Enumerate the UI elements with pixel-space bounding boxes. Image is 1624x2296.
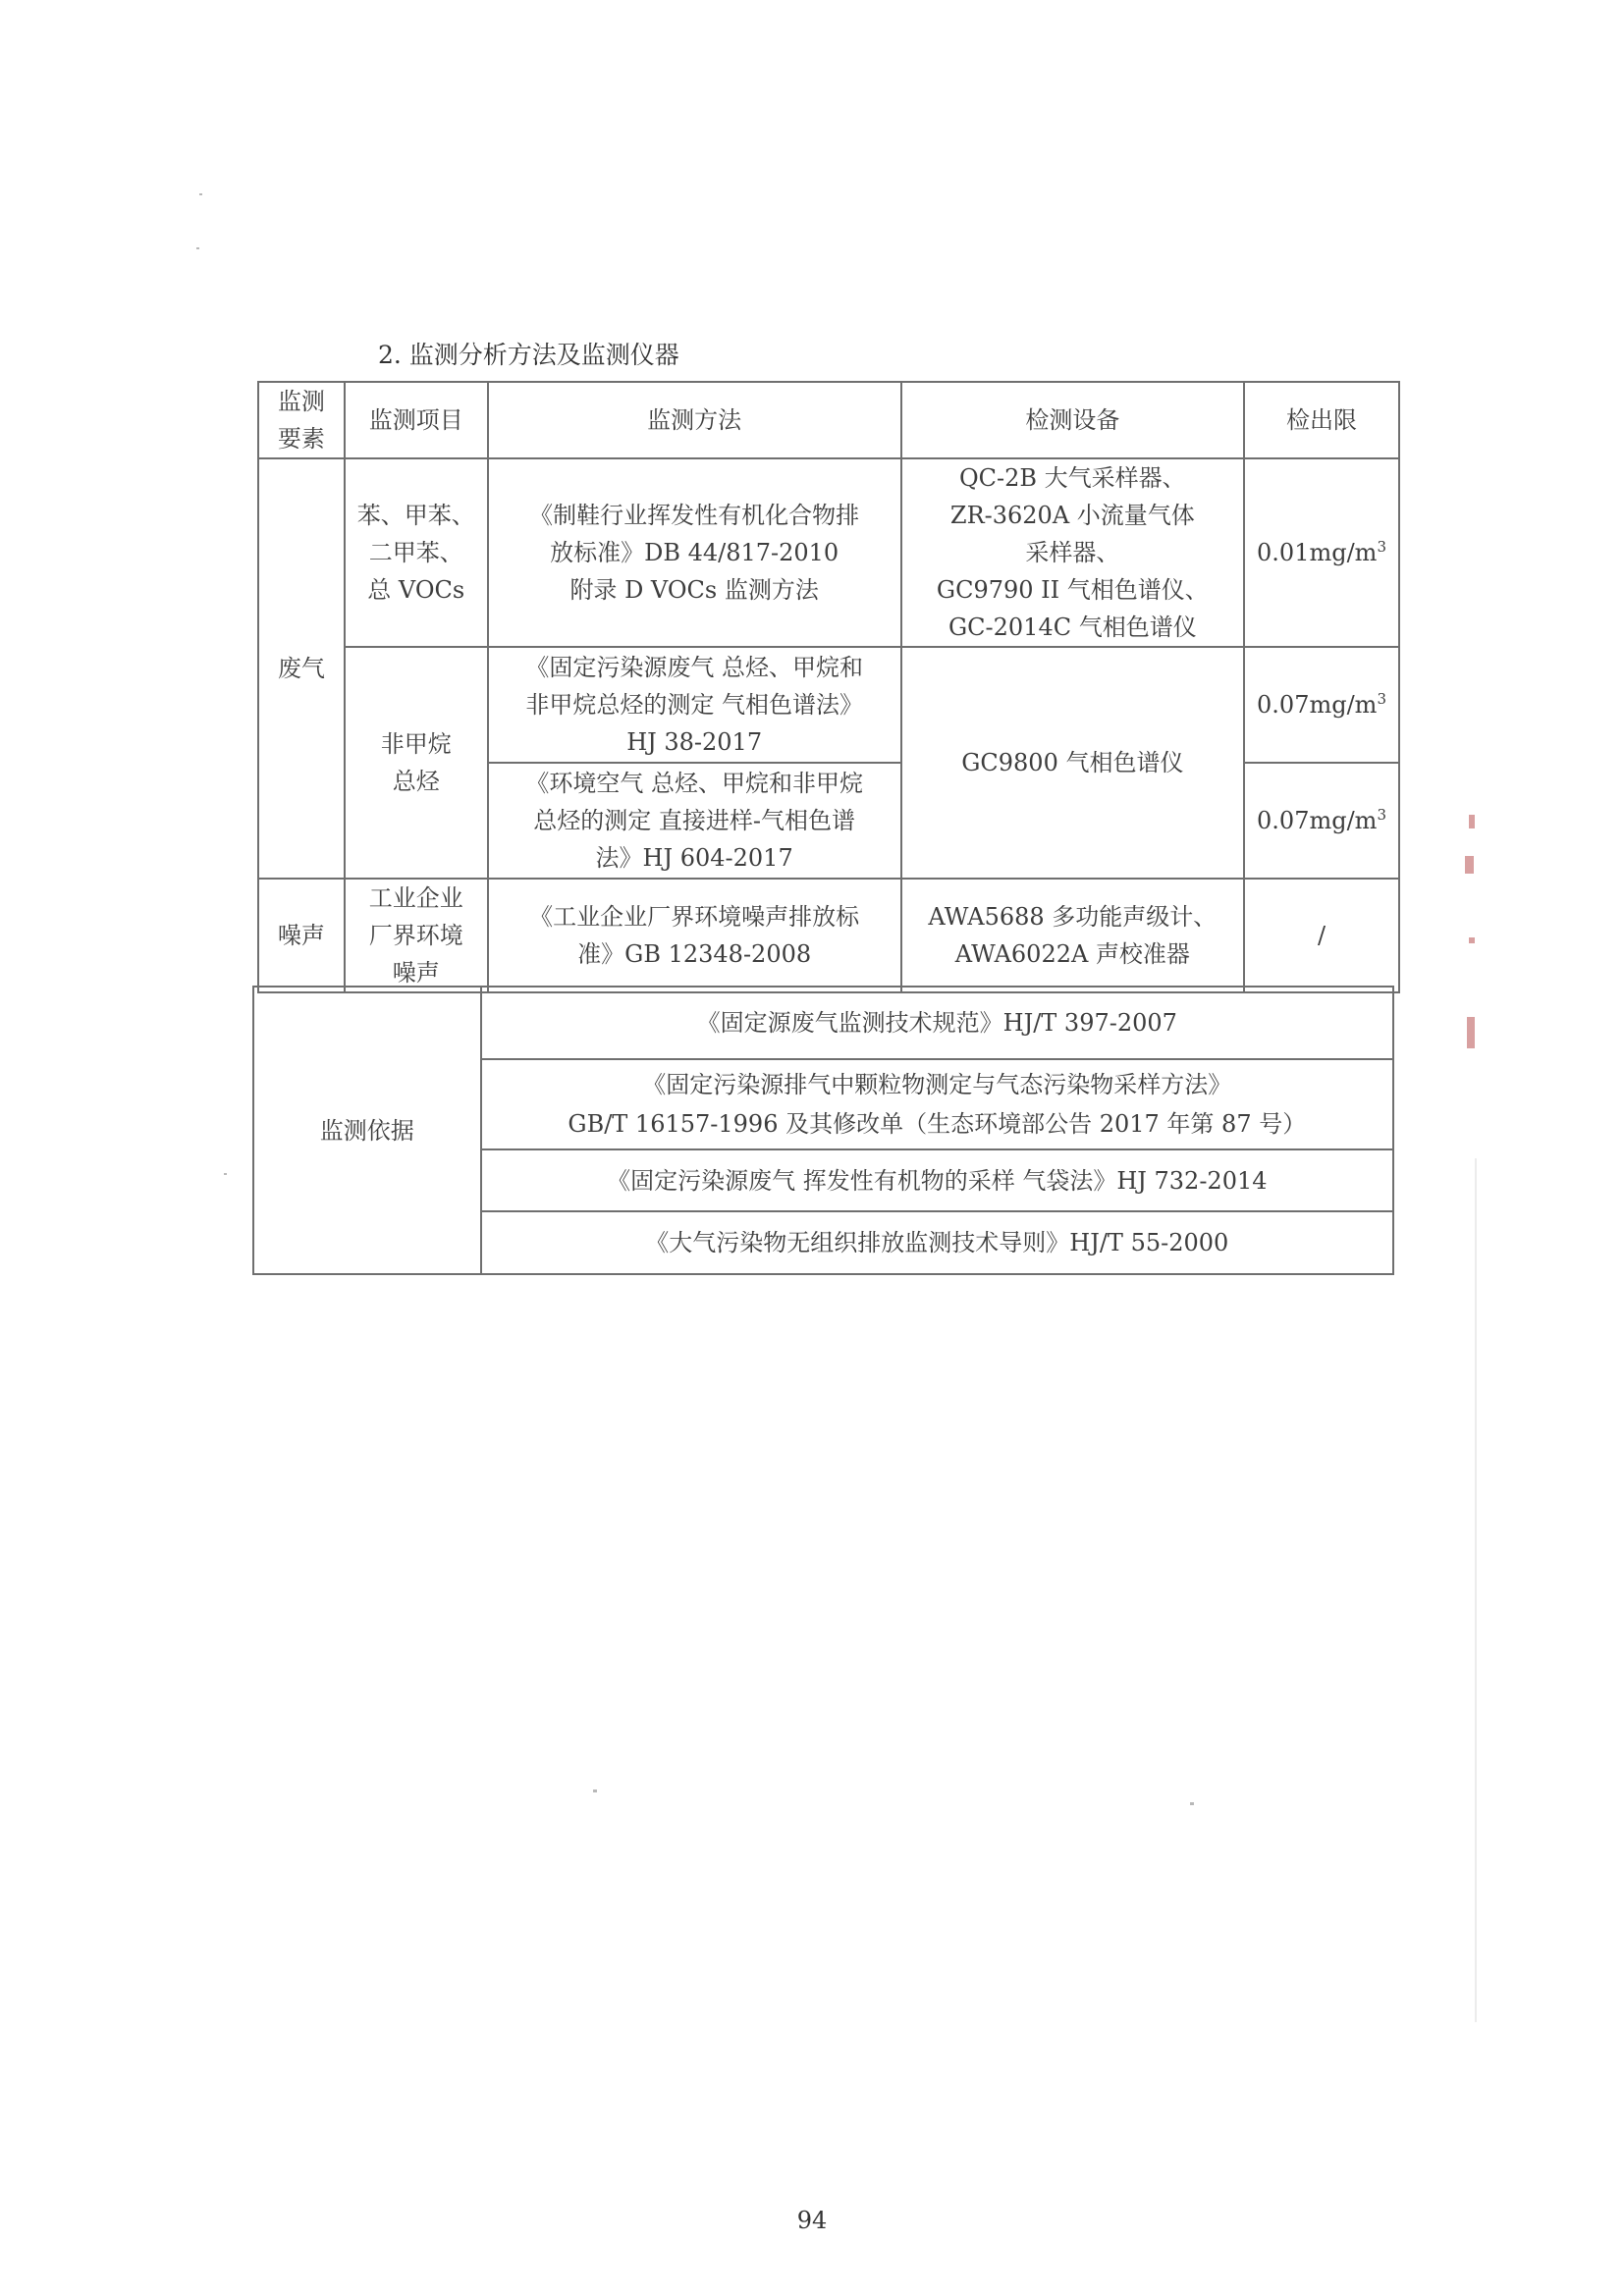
method-gb12348: 《工业企业厂界环境噪声排放标 准》GB 12348-2008 bbox=[488, 879, 901, 992]
stamp-bleed-mark bbox=[1469, 815, 1475, 828]
equipment-nmhc: GC9800 气相色谱仪 bbox=[901, 647, 1244, 879]
scan-speck bbox=[196, 247, 199, 249]
method-hj38: 《固定污染源废气 总烃、甲烷和 非甲烷总烃的测定 气相色谱法》 HJ 38-2017 bbox=[488, 647, 901, 763]
scan-edge-line bbox=[1475, 1158, 1477, 2022]
method-db44-817: 《制鞋行业挥发性有机化合物排 放标准》DB 44/817-2010 附录 D VOCs 监测方法 bbox=[488, 458, 901, 647]
table-row bbox=[258, 879, 1399, 992]
limit-nmhc-1: $0.07mg/m^3$ bbox=[1244, 647, 1399, 763]
equipment-benzene: QC-2B 大气采样器、 ZR-3620A 小流量气体 采样器、 GC9790 II 气相色谱仪、 GC-2014C 气相色谱仪 bbox=[901, 458, 1244, 647]
stamp-bleed-mark bbox=[1465, 856, 1474, 874]
basis-item: 《大气污染物无组织排放监测技术导则》HJ/T 55-2000 bbox=[481, 1211, 1393, 1274]
item-benzene: 苯、甲苯、 二甲苯、 总 VOCs bbox=[345, 458, 488, 647]
basis-label: 监测依据 bbox=[253, 987, 481, 1274]
limit-benzene: $0.01mg/m^3$ bbox=[1244, 458, 1399, 647]
item-nmhc: 非甲烷 总烃 bbox=[345, 647, 488, 879]
scan-speck bbox=[199, 193, 202, 195]
basis-item: 《固定污染源排气中颗粒物测定与气态污染物采样方法》 GB/T 16157-1996 及其修改单（生态环境部公告 2017 年第 87 号） bbox=[481, 1059, 1393, 1149]
scan-speck bbox=[593, 1789, 597, 1792]
scan-speck bbox=[224, 1173, 227, 1175]
equipment-noise: AWA5688 多功能声级计、 AWA6022A 声校准器 bbox=[901, 879, 1244, 992]
header-item: 监测项目 bbox=[345, 382, 488, 458]
basis-item: 《固定源废气监测技术规范》HJ/T 397-2007 bbox=[481, 987, 1393, 1059]
monitoring-basis-table bbox=[252, 986, 1394, 1275]
basis-item: 《固定污染源废气 挥发性有机物的采样 气袋法》HJ 732-2014 bbox=[481, 1149, 1393, 1211]
basis-row bbox=[253, 987, 1393, 1059]
table-row bbox=[258, 647, 1399, 763]
element-waste-gas: 废气 bbox=[258, 458, 345, 879]
header-equipment: 检测设备 bbox=[901, 382, 1244, 458]
method-hj604: 《环境空气 总烃、甲烷和非甲烷 总烃的测定 直接进样-气相色谱 法》HJ 604-2017 bbox=[488, 763, 901, 879]
table-header-row bbox=[258, 382, 1399, 458]
item-noise: 工业企业 厂界环境 噪声 bbox=[345, 879, 488, 992]
stamp-bleed-mark bbox=[1469, 937, 1475, 943]
page-number: 94 bbox=[796, 2207, 828, 2234]
limit-nmhc-2: $0.07mg/m^3$ bbox=[1244, 763, 1399, 879]
header-method: 监测方法 bbox=[488, 382, 901, 458]
header-limit: 检出限 bbox=[1244, 382, 1399, 458]
table-row bbox=[258, 458, 1399, 647]
section-title: 2. 监测分析方法及监测仪器 bbox=[378, 341, 679, 369]
monitoring-methods-table bbox=[257, 381, 1400, 993]
header-element: 监测 要素 bbox=[258, 382, 345, 458]
stamp-bleed-mark bbox=[1467, 1017, 1475, 1048]
limit-noise: / bbox=[1244, 879, 1399, 992]
element-noise: 噪声 bbox=[258, 879, 345, 992]
scan-speck bbox=[1190, 1802, 1194, 1805]
